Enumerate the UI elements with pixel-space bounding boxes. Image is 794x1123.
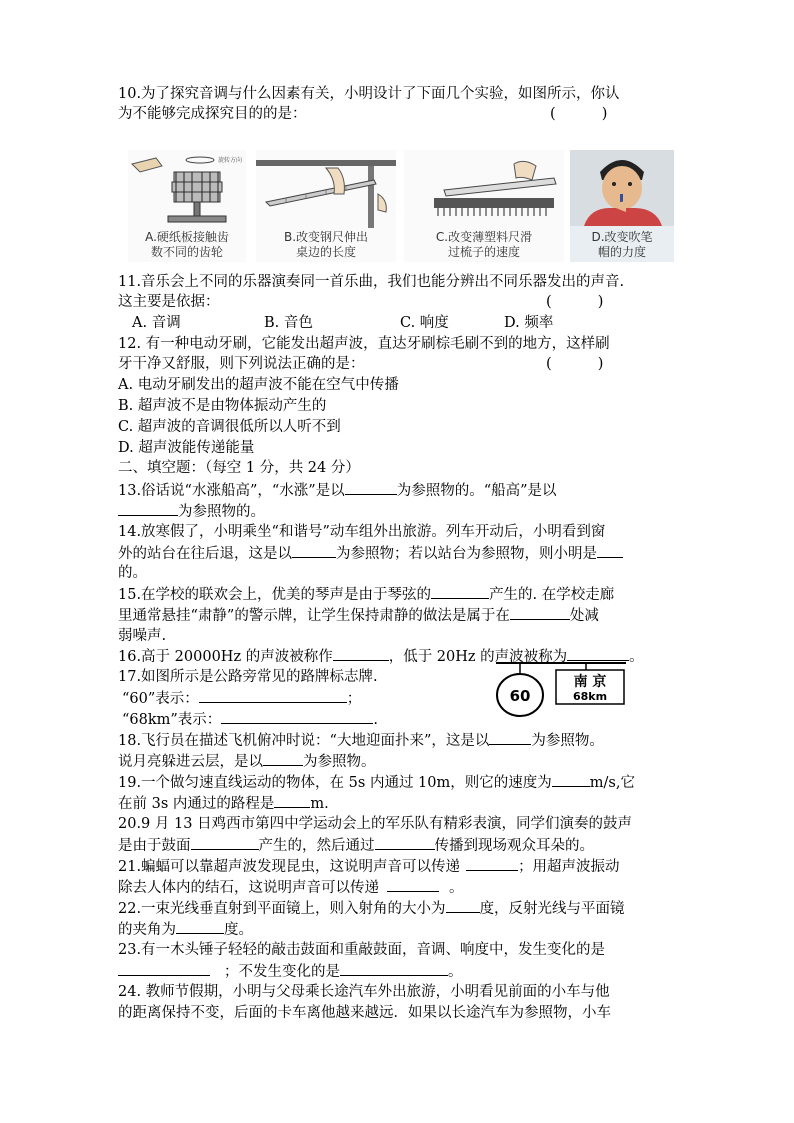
q13-line1 <box>118 480 557 501</box>
q14-blank-2[interactable] <box>597 543 623 558</box>
q10-answer-paren: ( ) <box>550 106 608 122</box>
q12-option-a: A. 电动牙刷发出的超声波不能在空气中传播 <box>118 377 399 393</box>
q20-blank-2[interactable] <box>375 835 435 850</box>
q21-line1 <box>118 856 620 877</box>
q14-line3: 的。 <box>118 565 147 581</box>
q19-text-d: m. <box>310 796 329 812</box>
q11-line1: 11.音乐会上不同的乐器演奏同一首乐曲，我们也能分辨出不同乐器发出的声音. <box>118 274 625 290</box>
q10-line1: 10.为了探究音调与什么因素有关，小明设计了下面几个实验，如图所示，你认 <box>118 86 620 102</box>
sign-city-name: 南 京 <box>573 674 607 690</box>
figure-c-caption <box>404 230 564 260</box>
figure-d-caption-text: D.改变吹笔 帽的力度 <box>591 230 653 259</box>
q19-blank-2[interactable] <box>274 793 310 808</box>
q18-text-c: 说月亮躲进云层，是以 <box>118 754 263 770</box>
q12-answer-paren: ( ) <box>546 356 604 372</box>
q23-blank-1[interactable] <box>118 961 210 976</box>
q14-text-c: 为参照物；若以站台为参照物，则小明是 <box>336 546 597 562</box>
q15-line2 <box>118 605 599 626</box>
q12-option-d: D. 超声波能传递能量 <box>118 440 255 456</box>
figure-c-caption-text: C.改变薄塑料尺滑 过梳子的速度 <box>435 230 533 259</box>
figure-d <box>570 150 674 262</box>
q15-blank-1[interactable] <box>431 584 489 599</box>
q13-text-a: 13.俗话说“水涨船高”，“水涨”是以 <box>118 483 345 499</box>
q14-text-b: 外的站台在往后退，这是以 <box>118 546 292 562</box>
q10-figures <box>128 150 674 262</box>
q19-line1 <box>118 772 635 793</box>
q23-line1: 23.有一木头锤子轻轻的敲击鼓面和重敲鼓面，音调、响度中，发生变化的是 <box>118 942 606 958</box>
figure-c <box>404 150 564 262</box>
q23-line2 <box>118 961 463 982</box>
sign-speed-limit: 60 <box>509 687 531 705</box>
q11-option-a: A. 音调 <box>132 315 181 331</box>
comb-ruler-image <box>404 150 564 228</box>
q16-blank-1[interactable] <box>333 646 389 661</box>
q11-option-d: D. 频率 <box>504 315 554 331</box>
section-heading-fill-in: 二、填空题：（每空 1 分，共 24 分） <box>118 460 360 476</box>
q10-line2: 为不能够完成探究目的的是： <box>118 106 307 122</box>
q16-blank-2[interactable] <box>567 646 629 661</box>
q15-text-d: 处减 <box>569 608 599 624</box>
q17-line1: 17.如图所示是公路旁常见的路牌标志牌. <box>118 669 378 685</box>
q17-text-b: “60”表示： <box>122 691 199 707</box>
q20-line2 <box>118 835 594 856</box>
q22-text-b: 度，反射光线与平面镜 <box>479 901 625 917</box>
figure-a <box>128 150 246 262</box>
q13-text-c: 为参照物的。 <box>178 504 265 520</box>
q24-line2: 的距离保持不变，后面的卡车离他越来越远．如果以长途汽车为参照物，小车 <box>118 1005 611 1021</box>
q17-blank-1[interactable] <box>199 688 347 703</box>
q13-line2 <box>118 501 265 522</box>
q15-line1 <box>118 584 614 605</box>
figure-a-caption-text: A.硬纸板接触齿 数不同的齿轮 <box>145 230 229 259</box>
q23-blank-2[interactable] <box>340 961 448 976</box>
q16-text-a: 16.高于 20000Hz 的声波被称作 <box>118 649 333 665</box>
q22-text-c: 的夹角为 <box>118 922 176 938</box>
boy-blowing-pen-cap-photo <box>570 150 674 226</box>
q17-text-d: “68km”表示： <box>122 712 222 728</box>
q20-text-b: 是由于鼓面 <box>118 838 191 854</box>
q22-text-a: 22.一束光线垂直射到平面镜上，则入射角的大小为 <box>118 901 446 917</box>
steel-ruler-image <box>256 150 396 228</box>
q22-blank-1[interactable] <box>446 898 480 913</box>
q20-text-d: 传播到现场观众耳朵的。 <box>434 838 594 854</box>
q12-line2: 牙干净又舒服，则下列说法正确的是： <box>118 356 365 372</box>
q13-blank-1[interactable] <box>345 480 397 495</box>
q24-line1: 24. 教师节假期，小明与父母乘长途汽车外出旅游，小明看见前面的小车与他 <box>118 984 610 1000</box>
q22-line2 <box>118 919 253 940</box>
q14-blank-1[interactable] <box>292 543 336 558</box>
figure-a-caption <box>128 230 246 260</box>
q19-text-b: m/s,它 <box>589 775 635 791</box>
q18-line1 <box>118 730 604 751</box>
q17-text-e: . <box>373 712 378 728</box>
q18-text-b: 为参照物。 <box>531 733 604 749</box>
q15-blank-2[interactable] <box>510 605 570 620</box>
q14-line1: 14.放寒假了，小明乘坐“和谐号”动车组外出旅游。列车开动后，小明看到窗 <box>118 524 606 540</box>
figure-b-caption <box>256 230 396 260</box>
q21-blank-2[interactable] <box>387 877 439 892</box>
q17-line3 <box>122 709 378 730</box>
q13-blank-2[interactable] <box>118 501 178 516</box>
gear-direction-label: 旋转方向 <box>218 157 243 164</box>
q23-text-b: ；不发生变化的是 <box>224 964 340 980</box>
q17-text-c: ； <box>346 691 362 707</box>
q19-line2 <box>118 793 329 814</box>
q17-blank-2[interactable] <box>221 709 373 724</box>
q15-line3: 弱噪声. <box>118 628 167 644</box>
q21-text-b: ；用超声波振动 <box>518 859 620 875</box>
q18-blank-2[interactable] <box>263 751 303 766</box>
gear-wheels-image <box>128 150 246 228</box>
q21-text-a: 21.蝙蝠可以靠超声波发现昆虫，这说明声音可以传递 <box>118 859 461 875</box>
q16-text-b: ，低于 20Hz 的声波被称为 <box>388 649 568 665</box>
q20-blank-1[interactable] <box>191 835 259 850</box>
q11-option-c: C. 响度 <box>400 315 449 331</box>
sign-distance: 68km <box>572 690 608 703</box>
q19-blank-1[interactable] <box>552 772 590 787</box>
q18-blank-1[interactable] <box>489 730 531 745</box>
q13-text-b: 为参照物的。“船高”是以 <box>396 483 557 499</box>
q20-line1: 20.9 月 13 日鸡西市第四中学运动会上的军乐队有精彩表演，同学们演奏的鼓声 <box>118 816 633 832</box>
road-sign-image <box>496 660 631 722</box>
q11-line2: 这主要是依据： <box>118 294 220 310</box>
q21-text-d: 。 <box>449 880 464 896</box>
q21-text-c: 除去人体内的结石，这说明声音可以传递 <box>118 880 379 896</box>
figure-b <box>256 150 396 262</box>
figure-b-caption-text: B.改变钢尺伸出 桌边的长度 <box>283 230 369 259</box>
q19-text-a: 19.一个做匀速直线运动的物体，在 5s 内通过 10m，则它的速度为 <box>118 775 552 791</box>
q15-text-b: 产生的. 在学校走廊 <box>489 587 615 603</box>
q18-line2 <box>118 751 376 772</box>
q15-text-c: 里通常悬挂“肃静”的警示牌，让学生保持肃静的做法是属于在 <box>118 608 510 624</box>
q18-text-d: 为参照物。 <box>303 754 376 770</box>
q22-line1 <box>118 898 625 919</box>
q11-answer-paren: ( ) <box>546 294 604 310</box>
q12-option-b: B. 超声波不是由物体振动产生的 <box>118 398 327 414</box>
q23-text-c: 。 <box>448 964 463 980</box>
q22-blank-2[interactable] <box>176 919 224 934</box>
figure-d-caption <box>570 230 674 260</box>
q18-text-a: 18.飞行员在描述飞机俯冲时说：“大地迎面扑来”，这是以 <box>118 733 490 749</box>
q14-line2 <box>118 543 623 564</box>
q21-line2 <box>118 877 464 898</box>
q11-option-b: B. 音色 <box>264 315 313 331</box>
q12-option-c: C. 超声波的音调很低所以人听不到 <box>118 419 341 435</box>
q12-line1: 12. 有一种电动牙刷，它能发出超声波，直达牙刷棕毛刷不到的地方，这样刷 <box>118 336 610 352</box>
q17-line2 <box>122 688 361 709</box>
q16-text-c: 。 <box>629 649 644 665</box>
q22-text-d: 度。 <box>224 922 253 938</box>
q19-text-c: 在前 3s 内通过的路程是 <box>118 796 275 812</box>
q15-text-a: 15.在学校的联欢会上，优美的琴声是由于琴弦的 <box>118 587 432 603</box>
q20-text-c: 产生的，然后通过 <box>258 838 375 854</box>
q21-blank-1[interactable] <box>466 856 518 871</box>
